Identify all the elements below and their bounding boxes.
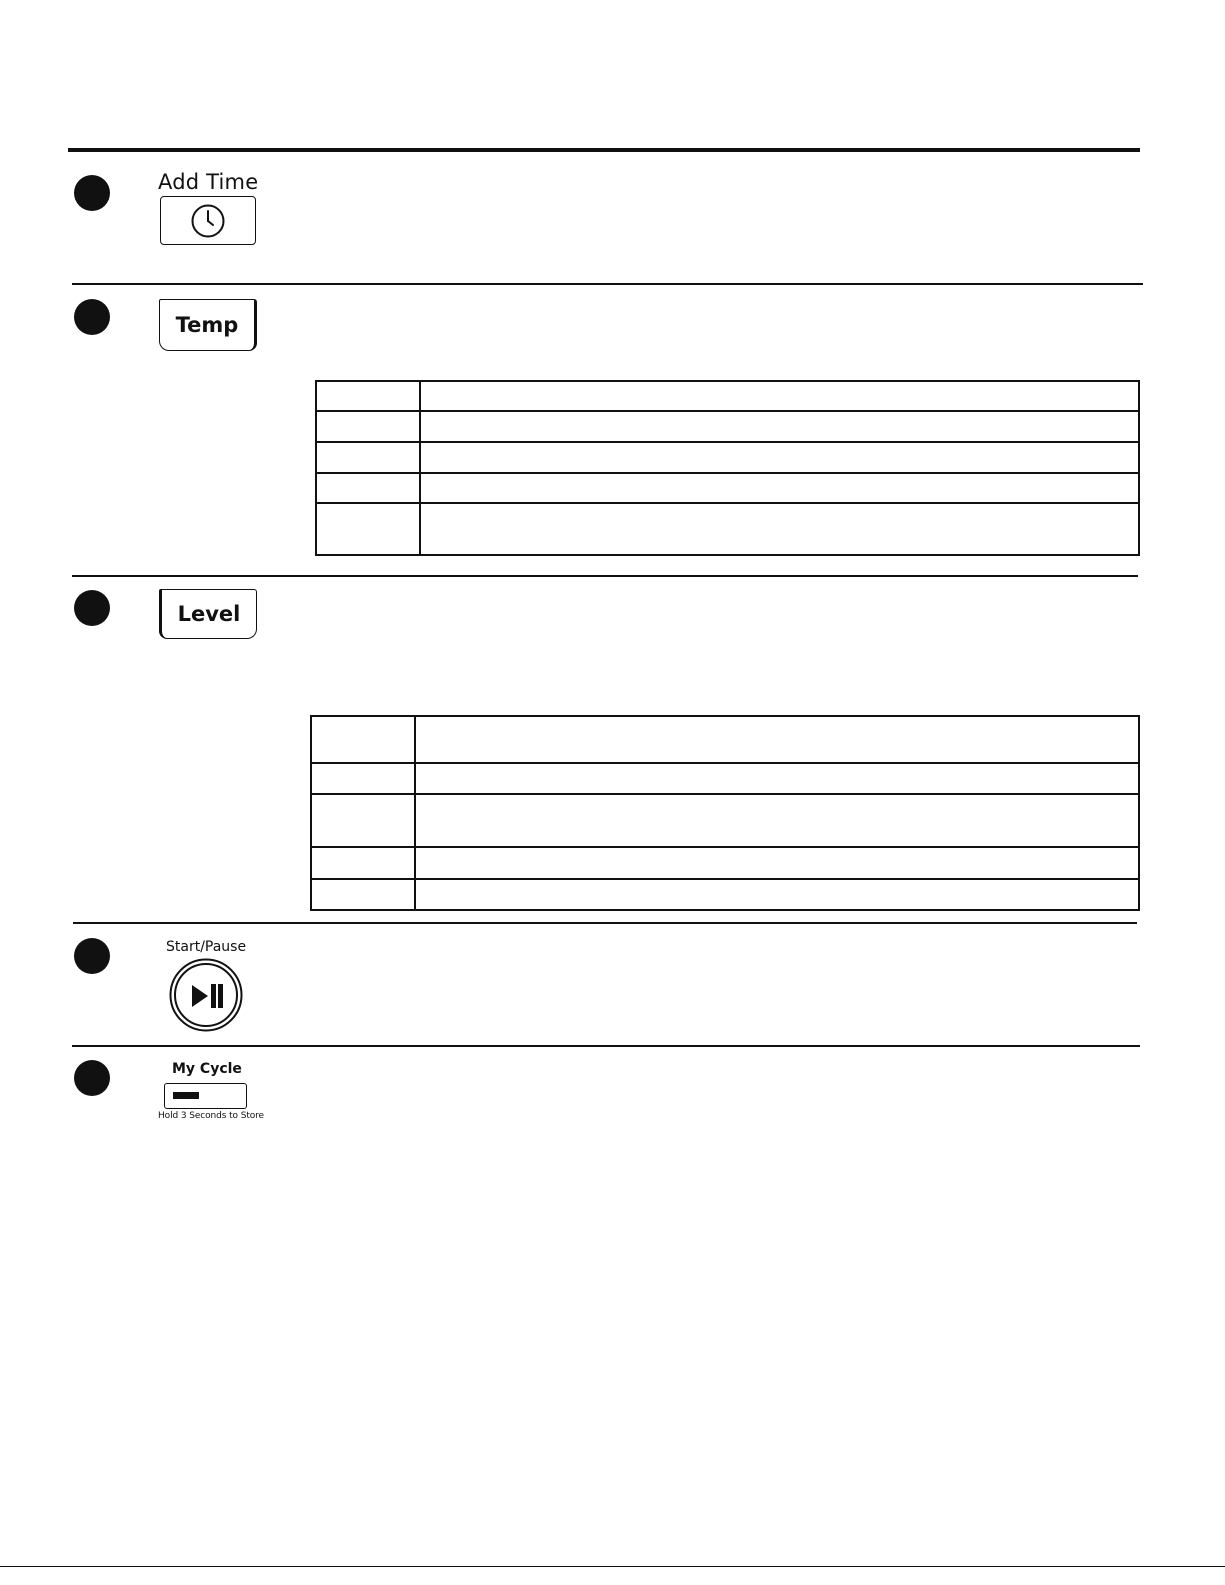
add-time-button[interactable] <box>160 196 256 245</box>
header-rule <box>68 148 1140 152</box>
table-row <box>316 381 1139 411</box>
level-button[interactable] <box>159 589 257 639</box>
start-pause-button[interactable] <box>169 958 243 1032</box>
table-cell <box>316 442 420 473</box>
table-cell <box>420 442 1139 473</box>
my-cycle-caption: Hold 3 Seconds to Store <box>158 1111 264 1121</box>
section-divider <box>73 922 1137 924</box>
table-row <box>311 794 1139 847</box>
table-cell <box>415 794 1139 847</box>
table-cell <box>311 716 415 763</box>
table-row <box>311 847 1139 879</box>
table-cell <box>420 381 1139 411</box>
table-row <box>311 716 1139 763</box>
section-divider <box>72 283 1143 285</box>
table-cell <box>311 763 415 794</box>
table-cell <box>415 879 1139 910</box>
section-bullet-1 <box>74 175 110 211</box>
table-cell <box>311 879 415 910</box>
my-cycle-button[interactable] <box>164 1083 247 1109</box>
section-divider <box>72 1045 1140 1047</box>
my-cycle-indicator <box>173 1092 199 1099</box>
section-bullet-4 <box>74 938 110 974</box>
table-cell <box>311 794 415 847</box>
section-divider <box>72 575 1138 577</box>
table-cell <box>420 411 1139 442</box>
table-cell <box>316 473 420 503</box>
section-bullet-5 <box>74 1060 110 1096</box>
start-pause-label: Start/Pause <box>166 939 247 955</box>
table-cell <box>316 411 420 442</box>
section-bullet-2 <box>74 299 110 335</box>
table-row <box>311 879 1139 910</box>
table-row <box>316 411 1139 442</box>
temp-label: Temp <box>175 313 239 337</box>
temp-button[interactable] <box>159 299 257 351</box>
add-time-label: Add Time <box>158 170 259 194</box>
table-cell <box>420 503 1139 555</box>
table-cell <box>316 503 420 555</box>
footer-rule <box>0 1566 1225 1567</box>
table-cell <box>415 847 1139 879</box>
my-cycle-label: My Cycle <box>172 1061 242 1077</box>
table-cell <box>311 847 415 879</box>
table-cell <box>415 716 1139 763</box>
table-row <box>316 442 1139 473</box>
level-label: Level <box>177 602 241 626</box>
table-row <box>316 503 1139 555</box>
temp-table <box>315 380 1140 556</box>
clock-icon <box>190 203 226 239</box>
section-bullet-3 <box>74 590 110 626</box>
table-cell <box>415 763 1139 794</box>
table-cell <box>420 473 1139 503</box>
table-cell <box>316 381 420 411</box>
level-table <box>310 715 1140 911</box>
play-pause-icon <box>169 958 243 1032</box>
table-row <box>316 473 1139 503</box>
table-row <box>311 763 1139 794</box>
